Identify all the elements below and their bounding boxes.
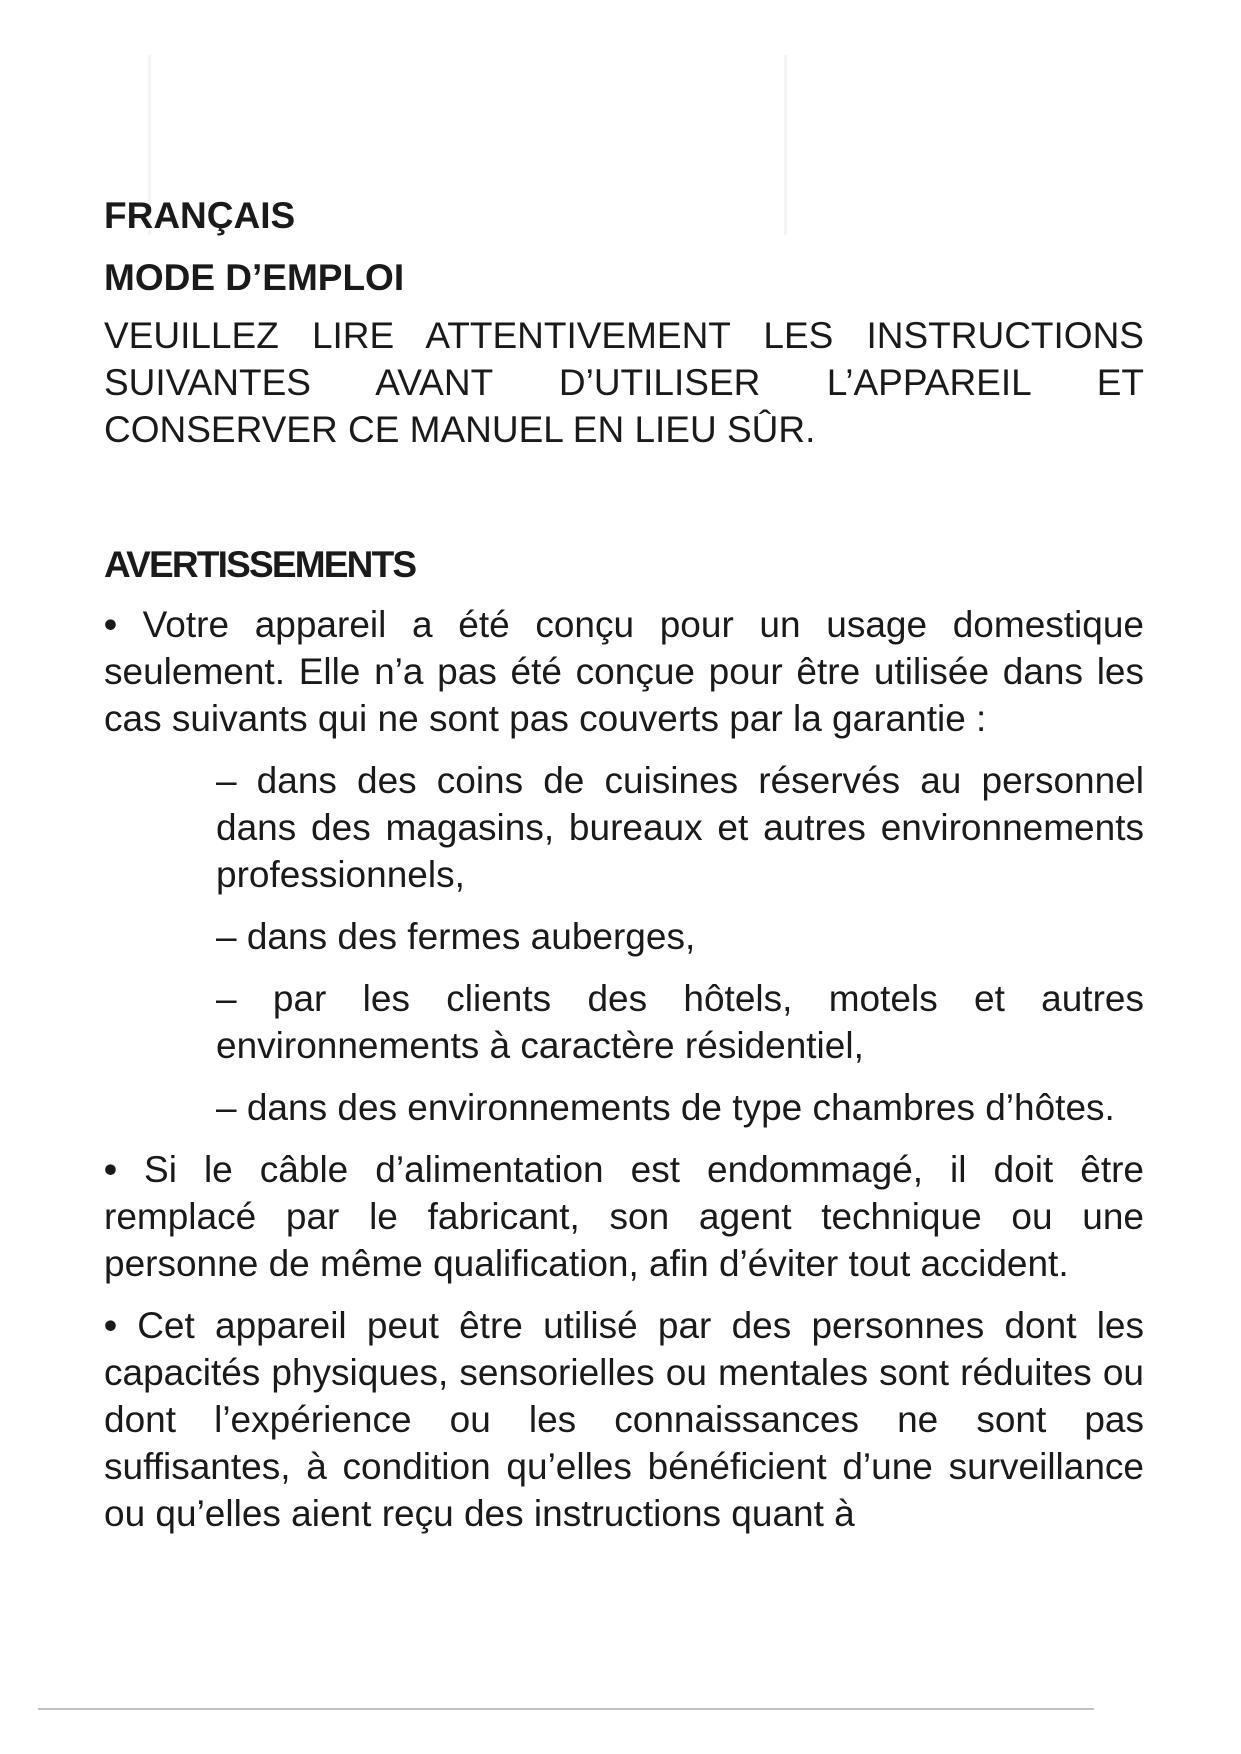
warning-paragraph-1-text: Votre appareil a été conçu pour un usage domestique seulement. Elle n’a pas été conçue pour être utilisée dans les cas suivants qui ne sont pas couverts par la garantie : — [104, 604, 1145, 739]
warning-paragraph-2 — [104, 1146, 1144, 1287]
footer-divider — [38, 1708, 1094, 1710]
list-item: – par les clients des hôtels, motels et autres environnements à caractère résidentiel, — [216, 978, 1144, 1066]
list-item: – dans des fermes auberges, — [216, 916, 696, 957]
warning-paragraph-3-text: Cet appareil peut être utilisé par des personnes dont les capacités physiques, sensorielles ou mentales sont réduites ou dont l’expérience ou les connaissances ne sont pas suffisantes, à condition qu’elles bénéficient d’une surveillance ou qu’elles aient reçu des instructions quant à — [104, 1305, 1145, 1534]
warning-paragraph-1 — [104, 601, 1144, 742]
page-content — [104, 194, 1144, 1552]
language-heading: FRANÇAIS — [104, 195, 296, 236]
bullet-icon: • — [104, 604, 117, 645]
bullet-icon: • — [104, 1149, 117, 1190]
section-title: MODE D’EMPLOI — [104, 257, 405, 298]
warning-paragraph-3 — [104, 1302, 1144, 1537]
bullet-icon: • — [104, 1305, 117, 1346]
list-item: – dans des environnements de type chambres d’hôtes. — [216, 1087, 1115, 1128]
intro-paragraph: VEUILLEZ LIRE ATTENTIVEMENT LES INSTRUCTIONS SUIVANTES AVANT D’UTILISER L’APPAREIL ET CONSERVER CE MANUEL EN LIEU SÛR. — [104, 315, 1144, 450]
list-item: – dans des coins de cuisines réservés au personnel dans des magasins, bureaux et autres environnements professionnels, — [216, 760, 1144, 895]
warnings-heading: AVERTISSEMENTS — [104, 544, 416, 585]
warning-paragraph-2-text: Si le câble d’alimentation est endommagé, il doit être remplacé par le fabricant, son agent technique ou une personne de même qualification, afin d’éviter tout accident. — [104, 1149, 1144, 1284]
